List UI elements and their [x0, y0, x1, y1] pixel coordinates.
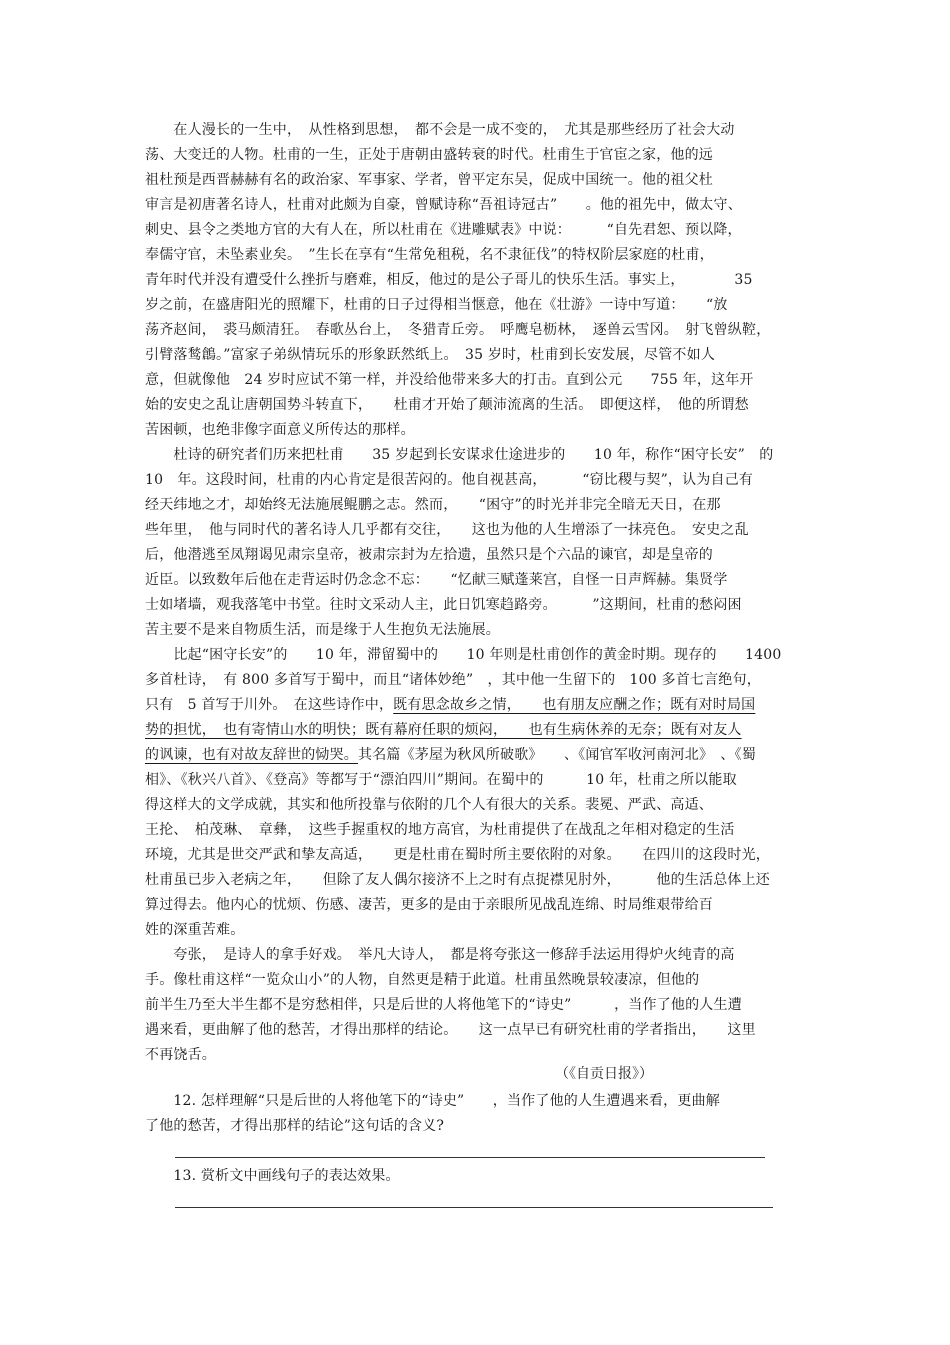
text-line: 苦困顿，也绝非像字面意义所传达的那样。	[145, 422, 415, 438]
underlined-sentence: 势的担忧， 也有寄情山水的明快；既有幕府任职的烦闷， 也有生病休养的无奈；既有对友人	[145, 722, 742, 738]
text-line: 10 年。这段时间，杜甫的内心肯定是很苦闷的。他自视甚高， “窃比稷与契”，认为自己有	[145, 472, 754, 488]
question-12-line-1: 12. 怎样理解“只是后世的人将他笔下的“诗史” ，当作了他的人生遭遇来看，更曲解	[145, 1093, 720, 1109]
underlined-sentence: 的讽谏，也有对故友辞世的恸哭。	[145, 747, 358, 763]
source-citation: （《自贡日报》）	[555, 1066, 653, 1082]
text-line	[145, 745, 756, 765]
text-line: 在人漫长的一生中， 从性格到思想， 都不会是一成不变的， 尤其是那些经历了社会大动	[145, 122, 735, 138]
text-line: 多首杜诗， 有 800 多首写于蜀中，而且“诸体妙绝” ，其中他一生留下的 100 多首七言绝句，	[145, 672, 761, 688]
question-13: 13. 赏析文中画线句子的表达效果。	[145, 1168, 400, 1184]
text-line: 审言是初唐著名诗人，杜甫对此颇为自豪，曾赋诗称“吾祖诗冠古” 。他的祖先中，做太守、	[145, 197, 742, 213]
text-line: 算过得去。他内心的忧烦、伤感、凄苦，更多的是由于亲眼所见战乱连绵、时局维艰带给百	[145, 897, 713, 913]
text-line	[145, 720, 742, 740]
text-line: 些年里， 他与同时代的著名诗人几乎都有交往， 这也为他的人生增添了一抹亮色。 安史之乱	[145, 522, 749, 538]
answer-line-13[interactable]	[175, 1207, 773, 1208]
text-line: 意，但就像他 24 岁时应试不第一样，并没给他带来多大的打击。直到公元 755 年，这年开	[145, 372, 754, 388]
text-line: 刺史、县令之类地方官的大有人在，所以杜甫在《进雕赋表》中说： “自先君恕、预以降，	[145, 222, 742, 238]
text-line: 引臂落鹙鶬。”富家子弟纵情玩乐的形象跃然纸上。 35 岁时，杜甫到长安发展，尽管不如人	[145, 347, 716, 363]
text-line: 夸张， 是诗人的拿手好戏。 举凡大诗人， 都是将夸张这一修辞手法运用得炉火纯青的高	[145, 947, 735, 963]
question-12-line-2: 了他的愁苦，才得出那样的结论”这句话的含义?	[145, 1118, 445, 1134]
text-line: 杜甫虽已步入老病之年， 但除了友人偶尔接济不上之时有点捉襟见肘外， 他的生活总体上还	[145, 872, 770, 888]
text-line: 环境，尤其是世交严武和挚友高适， 更是杜甫在蜀时所主要依附的对象。 在四川的这段时光，	[145, 847, 770, 863]
underlined-sentence: 既有思念故乡之情， 也有朋友应酬之作；既有对时局国	[393, 697, 756, 713]
text-line: 比起“困守长安”的 10 年，滞留蜀中的 10 年则是杜甫创作的黄金时期。现存的 1400	[145, 647, 782, 663]
text-line: 遇来看，更曲解了他的愁苦，才得出那样的结论。 这一点早已有研究杜甫的学者指出， 这里	[145, 1022, 756, 1038]
text-line: 只有 5 首写于川外。 在这些诗作中，既有思念故乡之情， 也有朋友应酬之作；既有对时局国	[145, 697, 756, 713]
text-segment: 其名篇《茅屋为秋风所破歌》 、《闻官军收河南河北》 、《蜀	[358, 747, 756, 763]
text-line: 青年时代并没有遭受什么挫折与磨难，相反，他过的是公子哥儿的快乐生活。事实上， 35	[145, 272, 753, 288]
text-line: 荡齐赵间， 裘马颇清狂。 春歌丛台上， 冬猎青丘旁。 呼鹰皂枥林， 逐兽云雪冈。 射飞曾纵鞚，	[145, 322, 771, 338]
text-line: 荡、大变迁的人物。杜甫的一生，正处于唐朝由盛转衰的时代。杜甫生于官宦之家，他的远	[145, 147, 713, 163]
text-line: 相》、《秋兴八首》、《登高》等都写于“漂泊四川”期间。在蜀中的 10 年，杜甫之所以能取	[145, 772, 737, 788]
text-line: 后，他潜逃至凤翔谒见肃宗皇帝，被肃宗封为左拾遗，虽然只是个六品的谏官，却是皇帝的	[145, 547, 713, 563]
text-line: 前半生乃至大半生都不是穷愁相伴，只是后世的人将他笔下的“诗史” ，当作了他的人生遭	[145, 997, 742, 1013]
text-line: 祖杜预是西晋赫赫有名的政治家、军事家、学者，曾平定东吴，促成中国统一。他的祖父杜	[145, 172, 713, 188]
text-line: 经天纬地之才，却始终无法施展鲲鹏之志。然而， “困守”的时光并非完全暗无天日，在那	[145, 497, 721, 513]
text-line: 岁之前，在盛唐阳光的照耀下，杜甫的日子过得相当惬意，他在《壮游》一诗中写道： “放	[145, 297, 728, 313]
text-line: 手。像杜甫这样“一览众山小”的人物，自然更是精于此道。杜甫虽然晚景较凄凉，但他的	[145, 972, 700, 988]
answer-line-12[interactable]	[175, 1157, 765, 1158]
text-line: 始的安史之乱让唐朝国势斗转直下， 杜甫才开始了颠沛流离的生活。 即便这样， 他的所谓愁	[145, 397, 749, 413]
text-line: 苦主要不是来自物质生活，而是缘于人生抱负无法施展。	[145, 622, 500, 638]
text-line: 近臣。以致数年后他在走背运时仍念念不忘： “忆献三赋蓬莱宫，自怪一日声辉赫。集贤学	[145, 572, 728, 588]
text-line: 得这样大的文学成就，其实和他所投靠与依附的几个人有很大的关系。裴冕、严武、高适、	[145, 797, 713, 813]
text-line: 不再饶舌。	[145, 1047, 216, 1063]
text-line: 姓的深重苦难。	[145, 922, 245, 938]
text-line: 杜诗的研究者们历来把杜甫 35 岁起到长安谋求仕途进步的 10 年，称作“困守长安” 的	[145, 447, 774, 463]
text-line: 王抡、 柏茂琳、 章彝， 这些手握重权的地方高官，为杜甫提供了在战乱之年相对稳定的生活	[145, 822, 735, 838]
text-line: 士如堵墙，观我落笔中书堂。往时文采动人主，此日饥寒趋路旁。 ”这期间，杜甫的愁闷困	[145, 597, 742, 613]
text-line: 奉儒守官，未坠素业矣。 ”生长在享有“生常免租税，名不隶征伐”的特权阶层家庭的杜甫，	[145, 247, 714, 263]
